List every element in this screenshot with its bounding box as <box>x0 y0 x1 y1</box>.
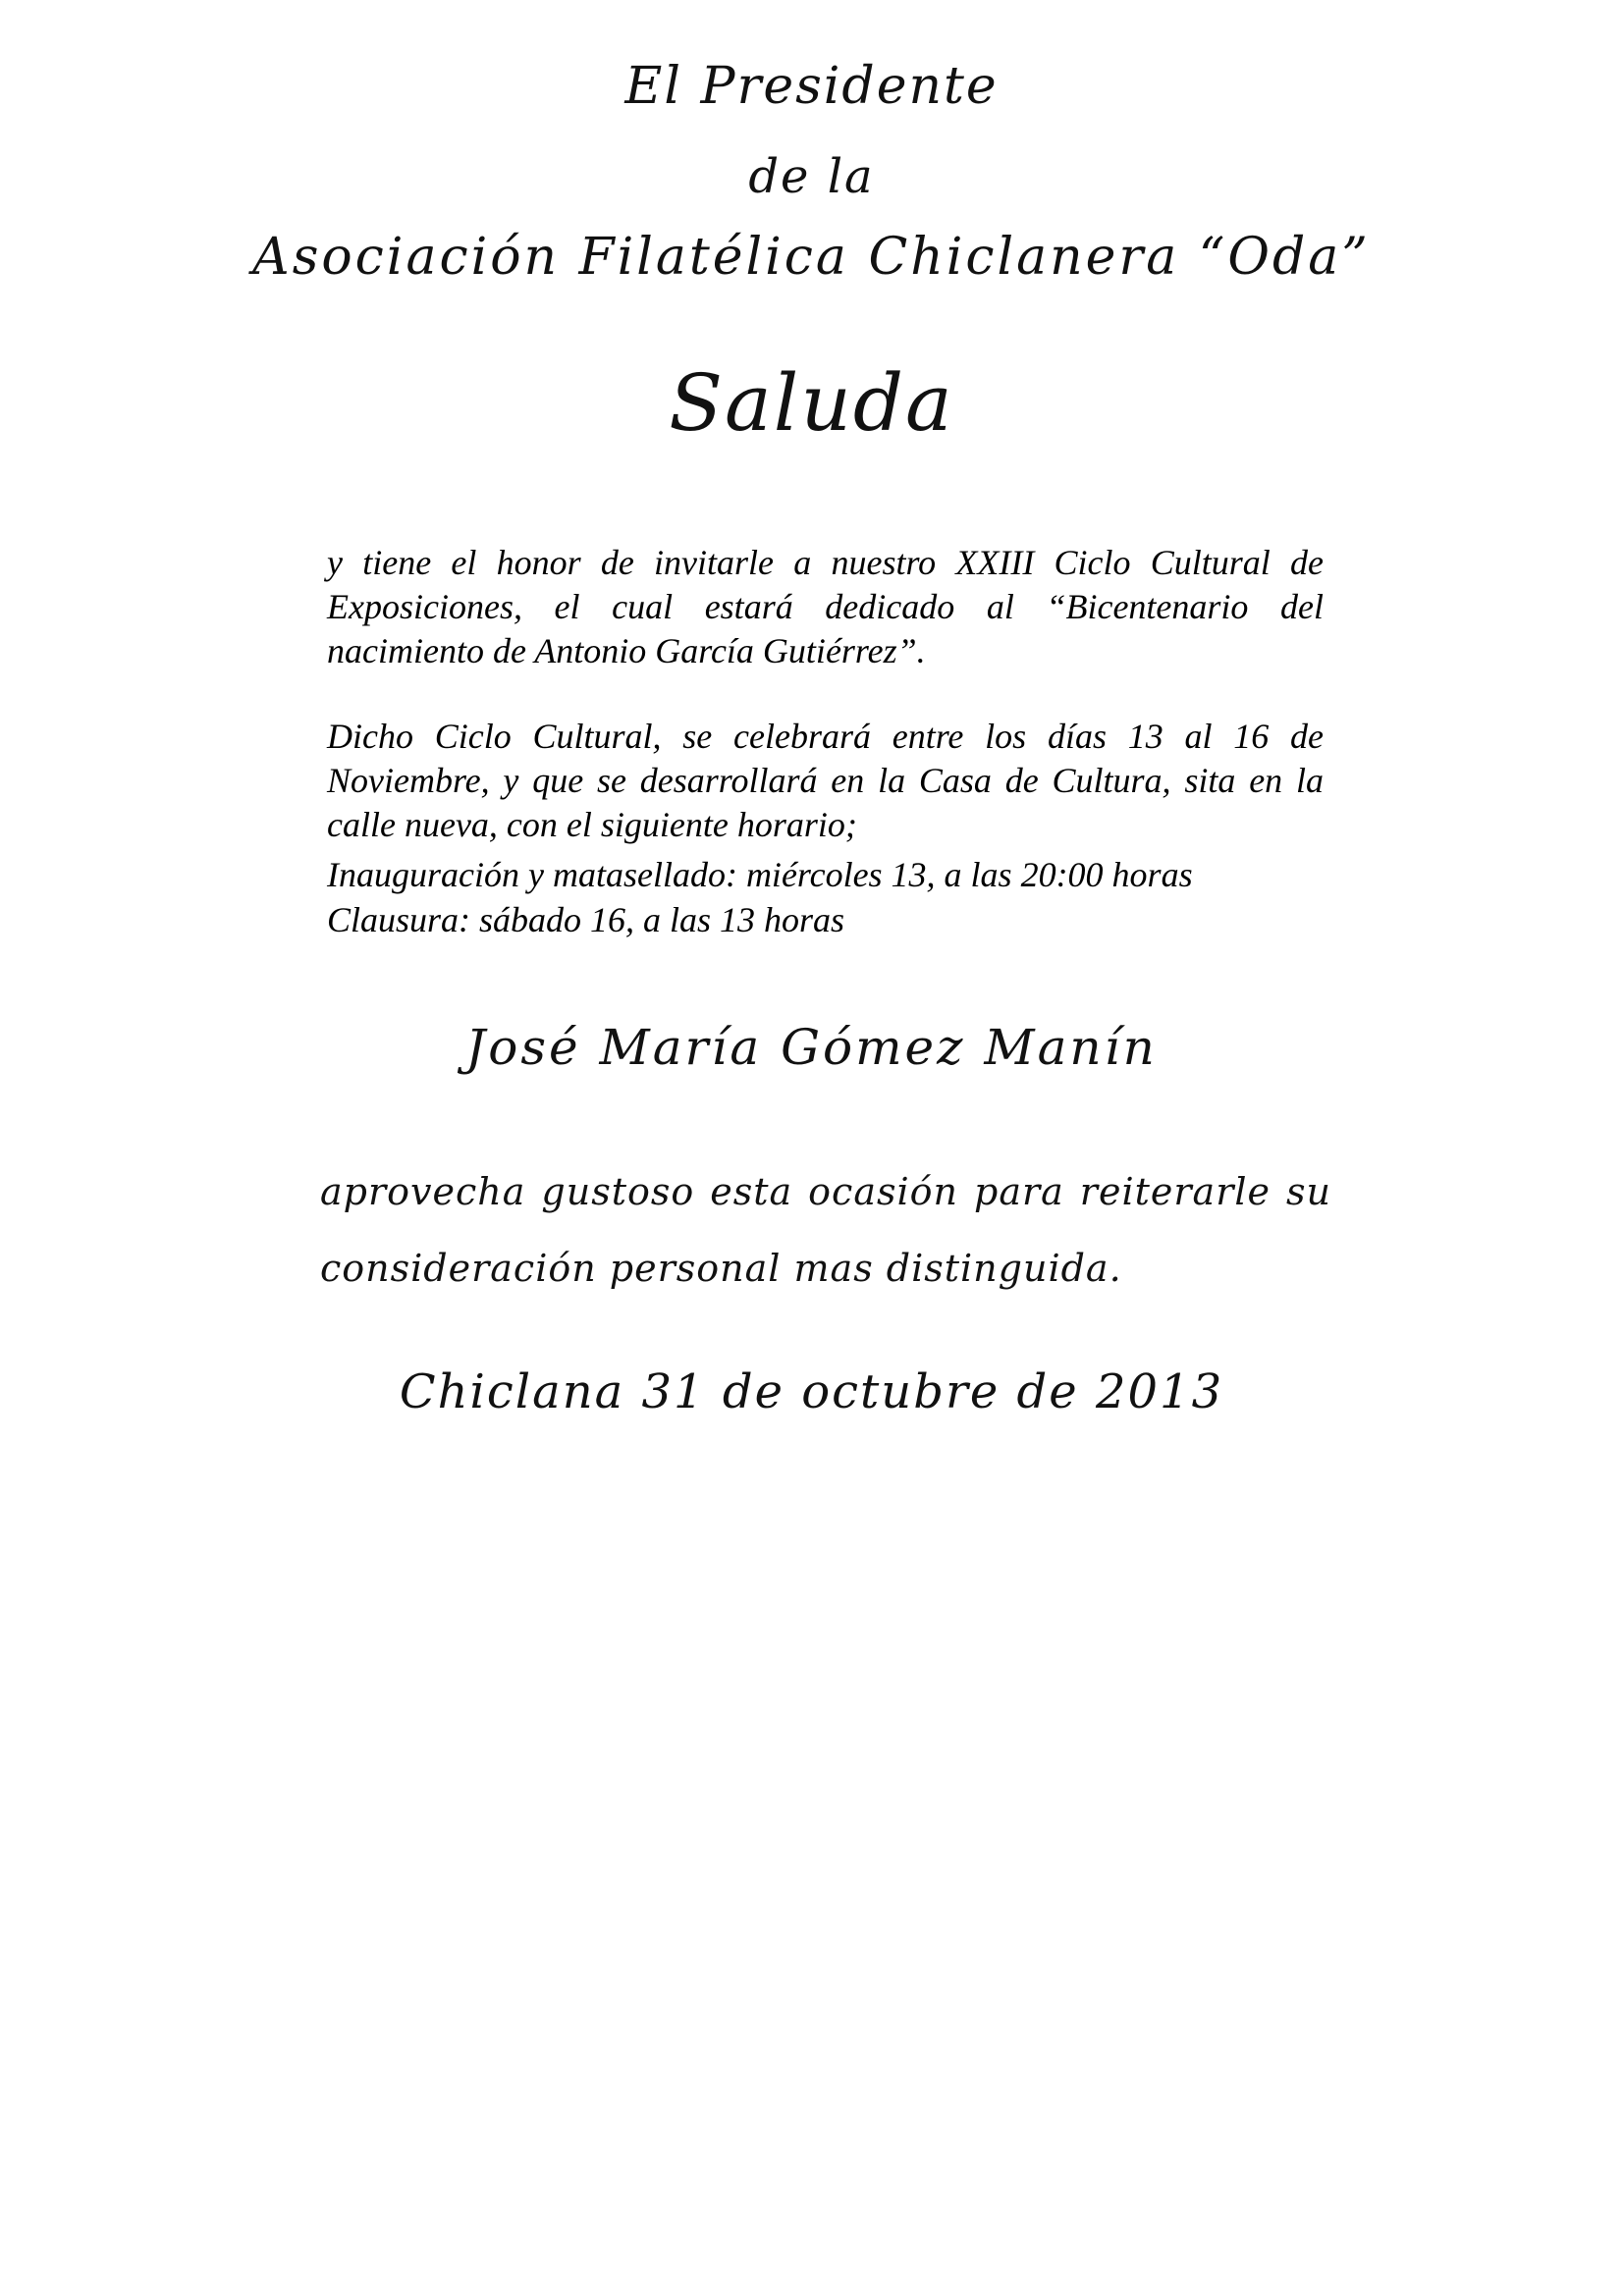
heading-association-name: Asociación Filatélica Chiclanera “Oda” <box>252 228 1371 287</box>
heading-of-the: de la <box>748 149 875 204</box>
greeting-saluda: Saluda <box>669 357 954 449</box>
closing-paragraph <box>320 1153 1331 1307</box>
schedule-inauguration: Inauguración y matasellado: miércoles 13, a las 20:00 horas <box>327 855 1193 894</box>
place-and-date: Chiclana 31 de octubre de 2013 <box>399 1364 1224 1419</box>
invitation-paragraph <box>327 541 1324 673</box>
details-text: Dicho Ciclo Cultural, se celebrará entre los días 13 al 16 de Noviembre, y que se desarrollará en la Casa de Cultura, sita en la calle nueva, con el siguiente horario; <box>327 717 1324 844</box>
schedule-block <box>327 852 1193 942</box>
closing-text: aprovecha gustoso esta ocasión para reiterarle su consideración personal mas distinguida. <box>320 1170 1331 1290</box>
invitation-text: y tiene el honor de invitarle a nuestro XXIII Ciclo Cultural de Exposiciones, el cual estará dedicado al “Bicentenario del nacimiento de Antonio García Gutiérrez”. <box>327 543 1324 670</box>
president-signature-name: José María Gómez Manín <box>465 1019 1158 1076</box>
details-paragraph <box>327 715 1324 847</box>
schedule-closing: Clausura: sábado 16, a las 13 horas <box>327 900 845 939</box>
heading-president: El Presidente <box>624 57 999 116</box>
